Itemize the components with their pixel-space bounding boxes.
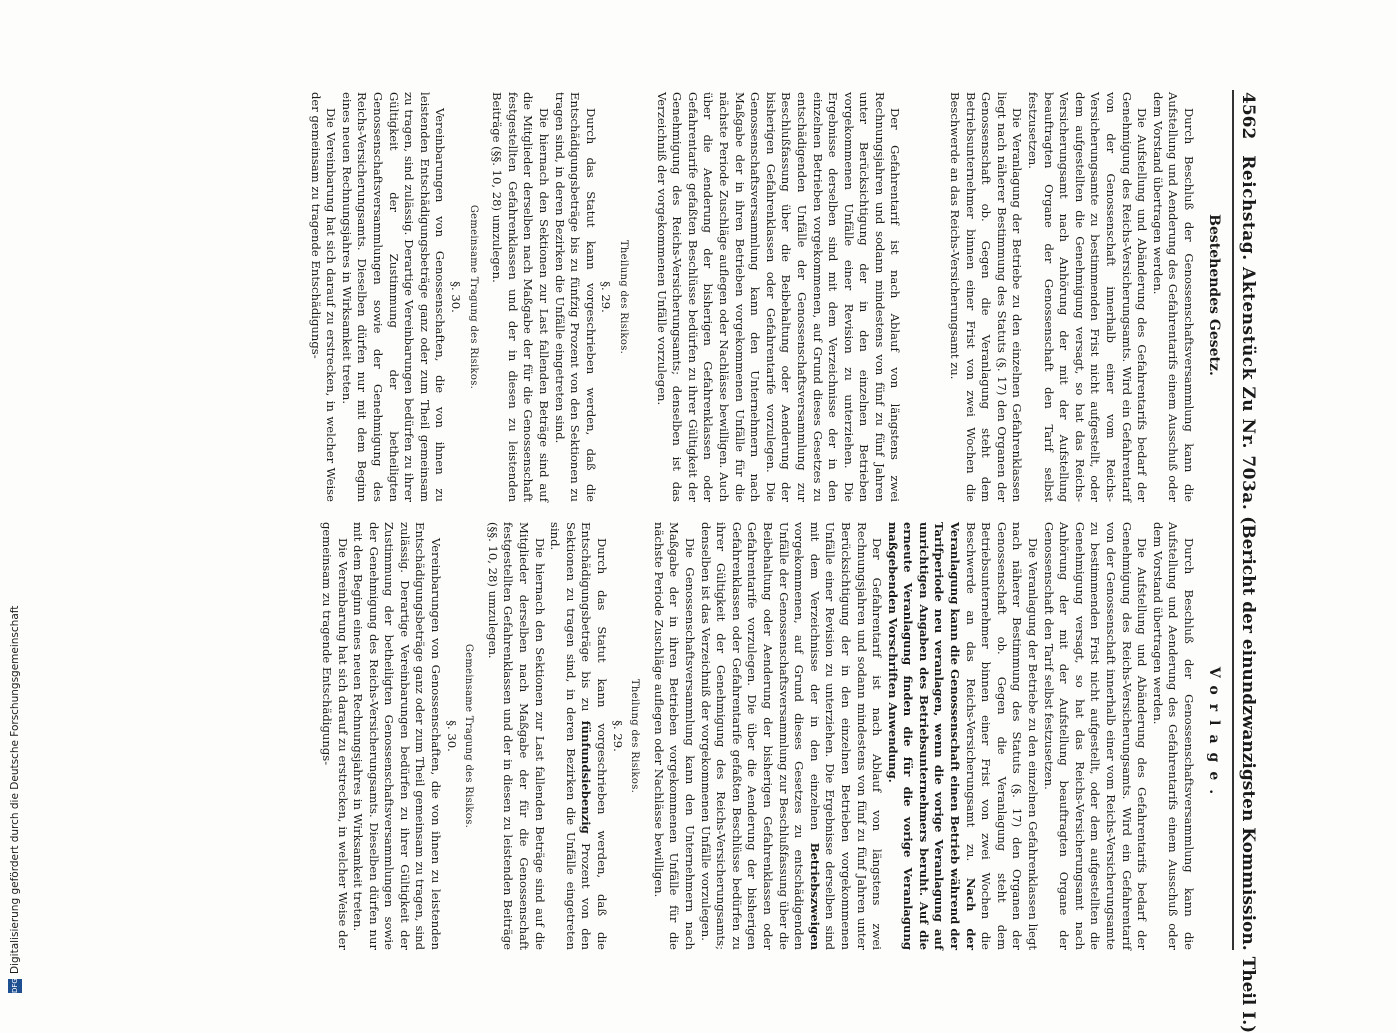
header-rule bbox=[1232, 90, 1234, 950]
page-title: Reichstag. Aktenstück Zu Nr. 703a. bbox=[1238, 155, 1258, 511]
section-heading: Gemeinsame Tragung des Risikos. bbox=[463, 643, 475, 829]
paragraph: Die Genossenschaftsversammlung kann den Unternehmern nach Maßgabe der in ihren Betrieben vorgekommenen Unfälle für die nächste Periode Zuschläge auflegen oder Nachlässe bewilligen. bbox=[651, 522, 697, 950]
paragraph: Die Aufstellung und Abänderung des Gefahrentarifs bedarf der Genehmigung des Reichs-Versicherungsamts. Wird ein Gefahrentarif von der Genossenschaft innerhalb einer vom Reichs-Versicherungsamte zu bestimmenden Frist nicht aufgestellt, oder dem aufgestellten die Genehmigung versagt, so hat das Reichs-Versicherungsamt nach Anhörung der mit der Aufstellung beauftragten Organe der Genossenschaft den Tarif selbst festzusetzen. bbox=[1026, 92, 1150, 502]
paragraph-number: §. 30. bbox=[449, 281, 464, 313]
funding-note: Digitalisierung gefördert durch die Deutsche Forschungsgemeinschaft bbox=[9, 605, 21, 974]
right-column-heading: Vorlage. bbox=[1206, 666, 1222, 804]
paragraph-number: §. 29. bbox=[610, 720, 625, 752]
paragraph: Die Vereinbarung hat sich darauf zu erstrecken, in welcher Weise der gemeinsam zu tragende Entschädigungs- bbox=[319, 522, 350, 950]
left-column bbox=[307, 92, 1196, 502]
funding-footer bbox=[8, 606, 22, 993]
text-run: Die Veranlagung der Betriebe zu den einzelnen Gefahrenklassen liegt nach näherer Bestimmung des Statuts (§. 17) den Organen der Genossenschaft ob. Gegen die Veranlagung steht dem Betriebsunternehmer binnen einer Frist von zwei Wochen die Beschwerde an das Reichs-Versicherungsamt zu. bbox=[963, 522, 1041, 950]
page-number: 4562 bbox=[1238, 92, 1258, 140]
text-run: Der Gefahrentarif ist nach Ablauf von längstens zwei Rechnungsjahren und sodann mindestens von fünf zu fünf Jahren unter Berücksichtigung der in den einzelnen Betrieben vorgekommenen Unfälle einer Revision zu unterziehen. Die Ergebnisse derselben sind mit dem Verzeichnisse der in den einzelnen bbox=[807, 522, 885, 950]
paragraph-number: §. 30. bbox=[444, 720, 459, 752]
section-heading: Gemeinsame Tragung des Risikos. bbox=[467, 204, 479, 390]
text-run: Prozent von den Sektionen zu tragen sind, in deren Bezirken die Unfälle eingetreten sind. bbox=[548, 522, 594, 950]
paragraph: Vereinbarungen von Genossenschaften, die von ihnen zu leistenden Entschädigungsbeträge ganz oder zum Theil gemeinsam zu tragen, sind zulässig. Derartige Vereinbarungen bedürfen zu ihrer Gültigkeit der Zustimmung der betheiligten Genossenschaftsversammlungen sowie der Genehmigung des Reichs-Versicherungsamts. Dieselben dürfen nur mit dem Beginn eines neuen Rechnungsjahres in Wirksamkeit treten. bbox=[351, 522, 444, 950]
paragraph: Durch Beschluß der Genossenschaftsversammlung kann die Aufstellung und Aenderung des Gefahrentarifs einem Ausschuß oder dem Vorstand übertragen werden. bbox=[1150, 92, 1196, 502]
right-column bbox=[318, 522, 1196, 950]
amendment-text: Nach der Veranlagung kann die Genossenschaft einen Betrieb während der Tarifperiode neu veranlagen, wenn die vorige Veranlagung auf unrichtigen Angaben des Betriebsunternehmers beruht. Auf die erneute Veranlagung finden die für die vorige Veranlagung maßgebenden Vorschriften Anwendung. bbox=[885, 522, 978, 950]
paragraph bbox=[547, 522, 609, 950]
paragraph bbox=[697, 522, 884, 950]
paragraph: Der Gefahrentarif ist nach Ablauf von längstens zwei Rechnungsjahren und sodann mindestens von fünf zu fünf Jahren unter Berücksichtigung der in den einzelnen Betrieben vorgekommenen Unfälle einer Revision zu unterziehen. Die Ergebnisse derselben sind mit dem Verzeichnisse der in den einzelnen Betrieben vorgekommenen, auf Grund dieses Gesetzes zu entschädigenden Unfälle der Genossenschaftsversammlung zur Beschlußfassung über die Beibehaltung oder Aenderung der bisherigen Gefahrenklassen oder Gefahrentarife vorzulegen. Die Genossenschaftsversammlung kann den Unternehmern nach Maßgabe der in ihren Betrieben vorgekommenen Unfälle für die nächste Periode Zuschläge auflegen oder Nachlässe bewilligen. Auch über die Aenderung der bisherigen Gefahrenklassen oder Gefahrentarife gefaßten Beschlüsse bedürfen zu ihrer Gültigkeit der Genehmigung des Reichs-Versicherungsamts; denselben ist das Verzeichniß der vorgekommenen Unfälle vorzulegen. bbox=[654, 92, 903, 502]
paragraph: Die hiernach den Sektionen zur Last fallenden Beträge sind auf die Mitglieder derselben nach Maßgabe der für die Genossenschaft festgestellten Gefahrenklassen und der in diesen zu leistenden Beiträge (§§. 10, 28) umzulegen. bbox=[490, 92, 552, 502]
section-heading: Theilung des Risikos. bbox=[629, 678, 641, 794]
paragraph: Die hiernach den Sektionen zur Last fallenden Beträge sind auf die Mitglieder derselben nach Maßgabe der für die Genossenschaft festgestellten Gefahrenklassen und der in diesen zu leistenden Beiträge (§§. 10, 28) umzulegen. bbox=[485, 522, 547, 950]
text-run: Durch das Statut kann vorgeschrieben werden, daß die Entschädigungsbeträge bis zu bbox=[579, 522, 610, 950]
page-header bbox=[1236, 92, 1258, 1033]
dfg-logo-icon: DFG bbox=[8, 979, 22, 993]
paragraph: Die Veranlagung der Betriebe zu den einzelnen Gefahrenklassen liegt nach näherer Bestimmung des Statuts (§. 17) den Organen der Genossenschaft ob. Gegen die Veranlagung steht dem Betriebsunternehmer binnen einer Frist von zwei Wochen die Beschwerde an das Reichs-Versicherungsamt zu. bbox=[948, 92, 1025, 502]
paragraph: Die Vereinbarung hat sich darauf zu erstrecken, in welcher Weise der gemeinsam zu tragende Entschädigungs- bbox=[308, 92, 339, 502]
paragraph: Die Aufstellung und Abänderung des Gefahrentarifs bedarf der Genehmigung des Reichs-Versicherungsamts. Wird ein Gefahrentarif von der Genossenschaft innerhalb einer vom Reichs-Versicherungsamte zu bestimmenden Frist nicht aufgestellt, oder dem aufgestellten die Genehmigung versagt, so hat das Reichs-Versicherungsamt nach Anhörung der mit der Aufstellung beauftragten Organe der Genossenschaft den Tarif selbst festzusetzen. bbox=[1041, 522, 1150, 950]
paragraph: Vereinbarungen von Genossenschaften, die von ihnen zu leistenden Entschädigungsbeträge ganz oder zum Theil gemeinsam zu tragen, sind zulässig. Derartige Vereinbarungen bedürfen zu ihrer Gültigkeit der Zustimmung der betheiligten Genossenschaftsversammlungen sowie der Genehmigung des Reichs-Versicherungsamts. Dieselben dürfen nur mit dem Beginn eines neuen Rechnungsjahres in Wirksamkeit treten. bbox=[339, 92, 448, 502]
section-heading: Theilung des Risikos. bbox=[618, 239, 629, 355]
paragraph: Durch das Statut kann vorgeschrieben werden, daß die Entschädigungsbeträge bis zu fünfzig Prozent von den Sektionen zu tragen sind, in deren Bezirken die Unfälle eingetreten sind. bbox=[552, 92, 598, 502]
spacer bbox=[639, 92, 653, 502]
left-column-heading: Bestehendes Gesetz. bbox=[1206, 214, 1222, 376]
paragraph: Durch Beschluß der Genossenschaftsversammlung kann die Aufstellung und Aenderung des Gefahrentarifs einem Ausschuß oder dem Vorstand übertragen werden. bbox=[1150, 522, 1196, 950]
amendment-text: Betriebszweigen bbox=[807, 842, 822, 950]
page-subtitle: (Bericht der einundzwanzigsten Kommission. Theil I.) bbox=[1238, 516, 1258, 1033]
spacer bbox=[903, 92, 947, 502]
amendment-text: fünfundsiebenzig bbox=[579, 720, 594, 834]
text-run: vorgekommenen, auf Grund dieses Gesetzes zu entschädigenden Unfälle der Genossenschaftsversammlung zur Beschlußfassung über die Beibehaltung oder Aenderung der bisherigen Gefahrenklassen oder Gefahrentarife vorzulegen. Die über die Aenderung der bisherigen Gefahrenklassen oder Gefahrentarife gefaßten Beschlüsse bedürfen zu ihrer Gültigkeit der Genehmigung des Reichs-Versicherungsamts; denselben ist das Verzeichniß der vorgekommenen Unfälle vorzulegen. bbox=[698, 522, 807, 950]
paragraph bbox=[884, 522, 1040, 950]
paragraph-number: §. 29. bbox=[599, 281, 614, 313]
